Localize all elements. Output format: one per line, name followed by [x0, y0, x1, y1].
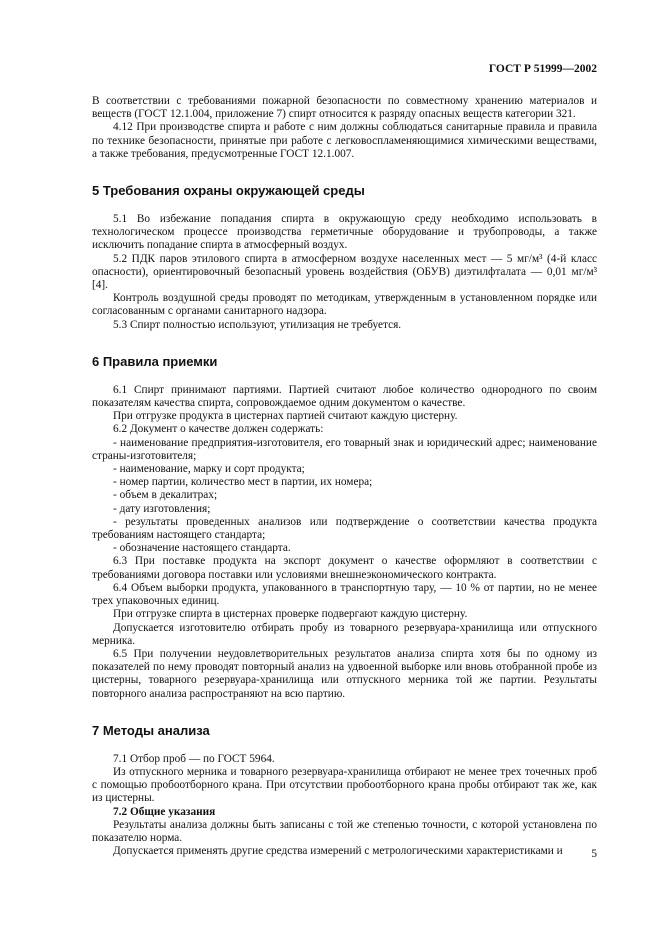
paragraph-6-1: 6.1 Спирт принимают партиями. Партией считают любое количество однородного по своим показателям качества спирта, сопровождаемое одним документом о качестве.: [92, 383, 597, 410]
list-item: - наименование предприятия-изготовителя, его товарный знак и юридический адрес; наименование страны-изготовителя;: [92, 436, 597, 462]
paragraph: Из отпускного мерника и товарного резервуара-хранилища отбирают не менее трех точечных проб с помощью пробоотборного крана. При отсутствии пробоотборного крана пробы отбирают так же, как из цистерны.: [92, 765, 597, 805]
paragraph: При отгрузке продукта в цистернах партией считают каждую цистерну.: [113, 410, 458, 423]
list-item: - обозначение настоящего стандарта.: [113, 542, 291, 555]
section-5-heading: 5 Требования охраны окружающей среды: [92, 183, 365, 199]
document-code-header: ГОСТ Р 51999—2002: [488, 63, 597, 75]
paragraph-6-2: 6.2 Документ о качестве должен содержать:: [113, 423, 324, 436]
page-number: 5: [591, 848, 597, 860]
paragraph-5-2: 5.2 ПДК паров этилового спирта в атмосферном воздухе населенных мест — 5 мг/м³ (4-й класс опасности), ориентировочный безопасный уровень воздействия (ОБУВ) диэтилфталата — 0,01 мг/м³ [4].: [92, 252, 597, 292]
paragraph: Допускается изготовителю отбирать пробу из товарного резервуара-хранилища или отпускного мерника.: [92, 621, 597, 647]
list-item: - номер партии, количество мест в партии, их номера;: [113, 476, 373, 489]
list-item: - наименование, марку и сорт продукта;: [113, 463, 305, 476]
section-7-heading: 7 Методы анализа: [92, 722, 210, 738]
list-item: - дату изготовления;: [113, 502, 211, 515]
paragraph: Контроль воздушной среды проводят по методикам, утвержденным в установленном порядке или согласованным с органами санитарного надзора.: [92, 292, 597, 318]
paragraph-4-12: 4.12 При производстве спирта и работе с ним должны соблюдаться санитарные правила и правила по технике безопасности, принятые при работе с легковоспламеняющимися химическими веществами, а также требования, предусмотренные ГОСТ 12.1.007.: [92, 121, 597, 160]
list-item: - результаты проведенных анализов или подтверждение о соответствии качества продукта требованиям настоящего стандарта;: [92, 515, 597, 542]
paragraph-6-4: 6.4 Объем выборки продукта, упакованного в транспортную тару, — 10 % от партии, но не менее трех упаковочных единиц.: [92, 581, 597, 608]
paragraph-6-3: 6.3 При поставке продукта на экспорт документ о качестве оформляют в соответствии с требованиями договора поставки или условиями внешнеэкономического контракта.: [92, 555, 597, 581]
subsection-7-2-heading: 7.2 Общие указания: [113, 805, 216, 818]
paragraph-5-1: 5.1 Во избежание попадания спирта в окружающую среду необходимо использовать в технологическом процессе производства герметичные оборудование и трубопроводы, а также исключить попадание спирта в атмосферный воздух.: [92, 213, 597, 252]
document-body: [92, 95, 597, 858]
list-item: - объем в декалитрах;: [113, 489, 218, 502]
section-6-heading: 6 Правила приемки: [92, 353, 218, 369]
paragraph-7-1: 7.1 Отбор проб — по ГОСТ 5964.: [113, 752, 275, 765]
paragraph: Результаты анализа должны быть записаны с той же степенью точности, с которой установлена по показателю норма.: [92, 818, 597, 844]
paragraph: При отгрузке спирта в цистернах проверке подвергают каждую цистерну.: [113, 608, 468, 621]
paragraph: Допускается применять другие средства измерений с метрологическими характеристиками и: [113, 845, 563, 858]
paragraph: В соответствии с требованиями пожарной безопасности по совместному хранению материалов и веществ (ГОСТ 12.1.004, приложение 7) спирт относится к разряду опасных веществ категории 321.: [92, 95, 597, 121]
paragraph-5-3: 5.3 Спирт полностью используют, утилизация не требуется.: [113, 318, 402, 331]
paragraph-6-5: 6.5 При получении неудовлетворительных результатов анализа спирта хотя бы по одному из показателей по нему проводят повторный анализ на удвоенной выборке или вновь отобранной пробе из цистерны, товарного резервуара-хранилища или отпускного мерника той же партии. Результаты повторного анализа распространяют на всю партию.: [92, 647, 597, 700]
